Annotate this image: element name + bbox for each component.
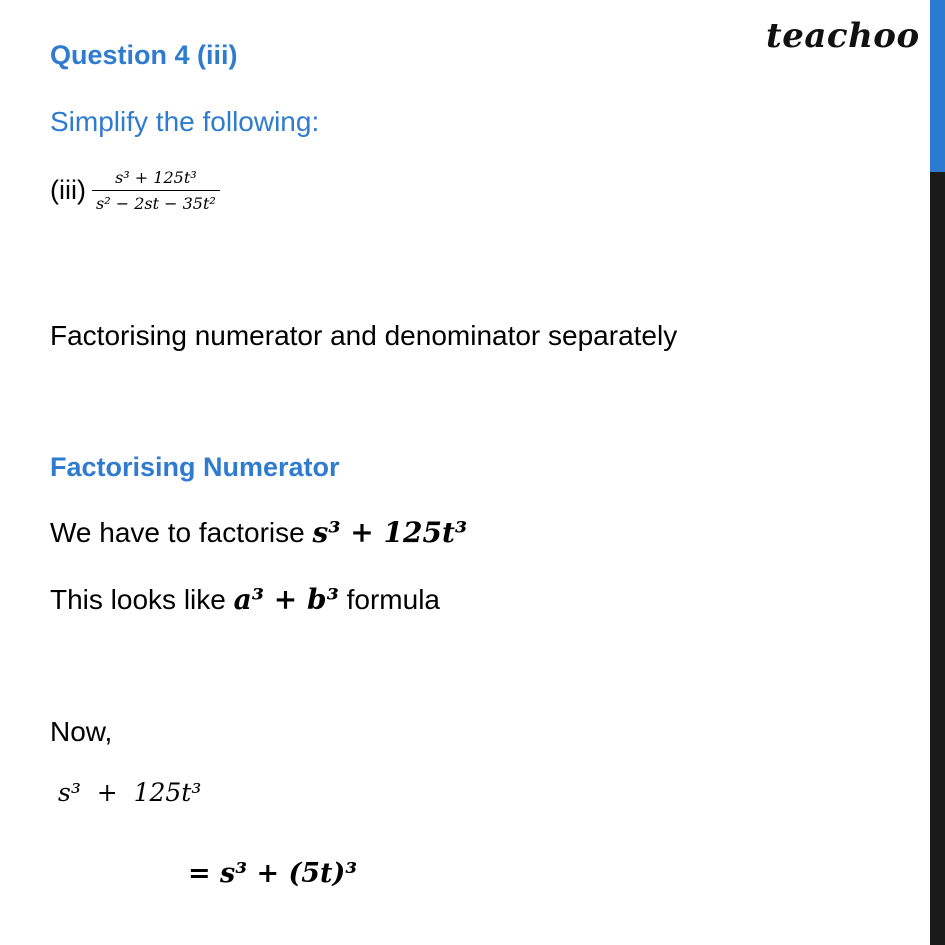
step2-prefix: This looks like — [50, 584, 226, 615]
step1-expression: s³ + 125t³ — [312, 516, 468, 549]
step2-suffix: formula — [346, 584, 440, 615]
step1-prefix: We have to factorise — [50, 517, 305, 548]
expression-line-2: = s³ + (5t)³ — [188, 858, 358, 889]
side-bar-accent — [930, 0, 945, 172]
question-instruction: Simplify the following: — [50, 106, 320, 137]
question-expression — [50, 168, 220, 213]
part-label: (iii) — [50, 175, 86, 205]
now-label: Now, — [50, 716, 113, 747]
expression-line-1: s³ + 125t³ — [58, 778, 202, 807]
step1-text — [50, 516, 467, 549]
fraction — [92, 168, 220, 213]
teachoo-logo: teachoo — [766, 16, 920, 56]
section-heading: Factorising Numerator — [50, 452, 340, 482]
fraction-numerator: s³ + 125t³ — [115, 168, 197, 187]
fraction-denominator: s² − 2st − 35t² — [92, 190, 220, 213]
step2-text — [50, 583, 440, 616]
step2-expression: a³ + b³ — [233, 583, 339, 616]
question-title: Question 4 (iii) — [50, 40, 238, 70]
intro-text: Factorising numerator and denominator separately — [50, 320, 678, 351]
